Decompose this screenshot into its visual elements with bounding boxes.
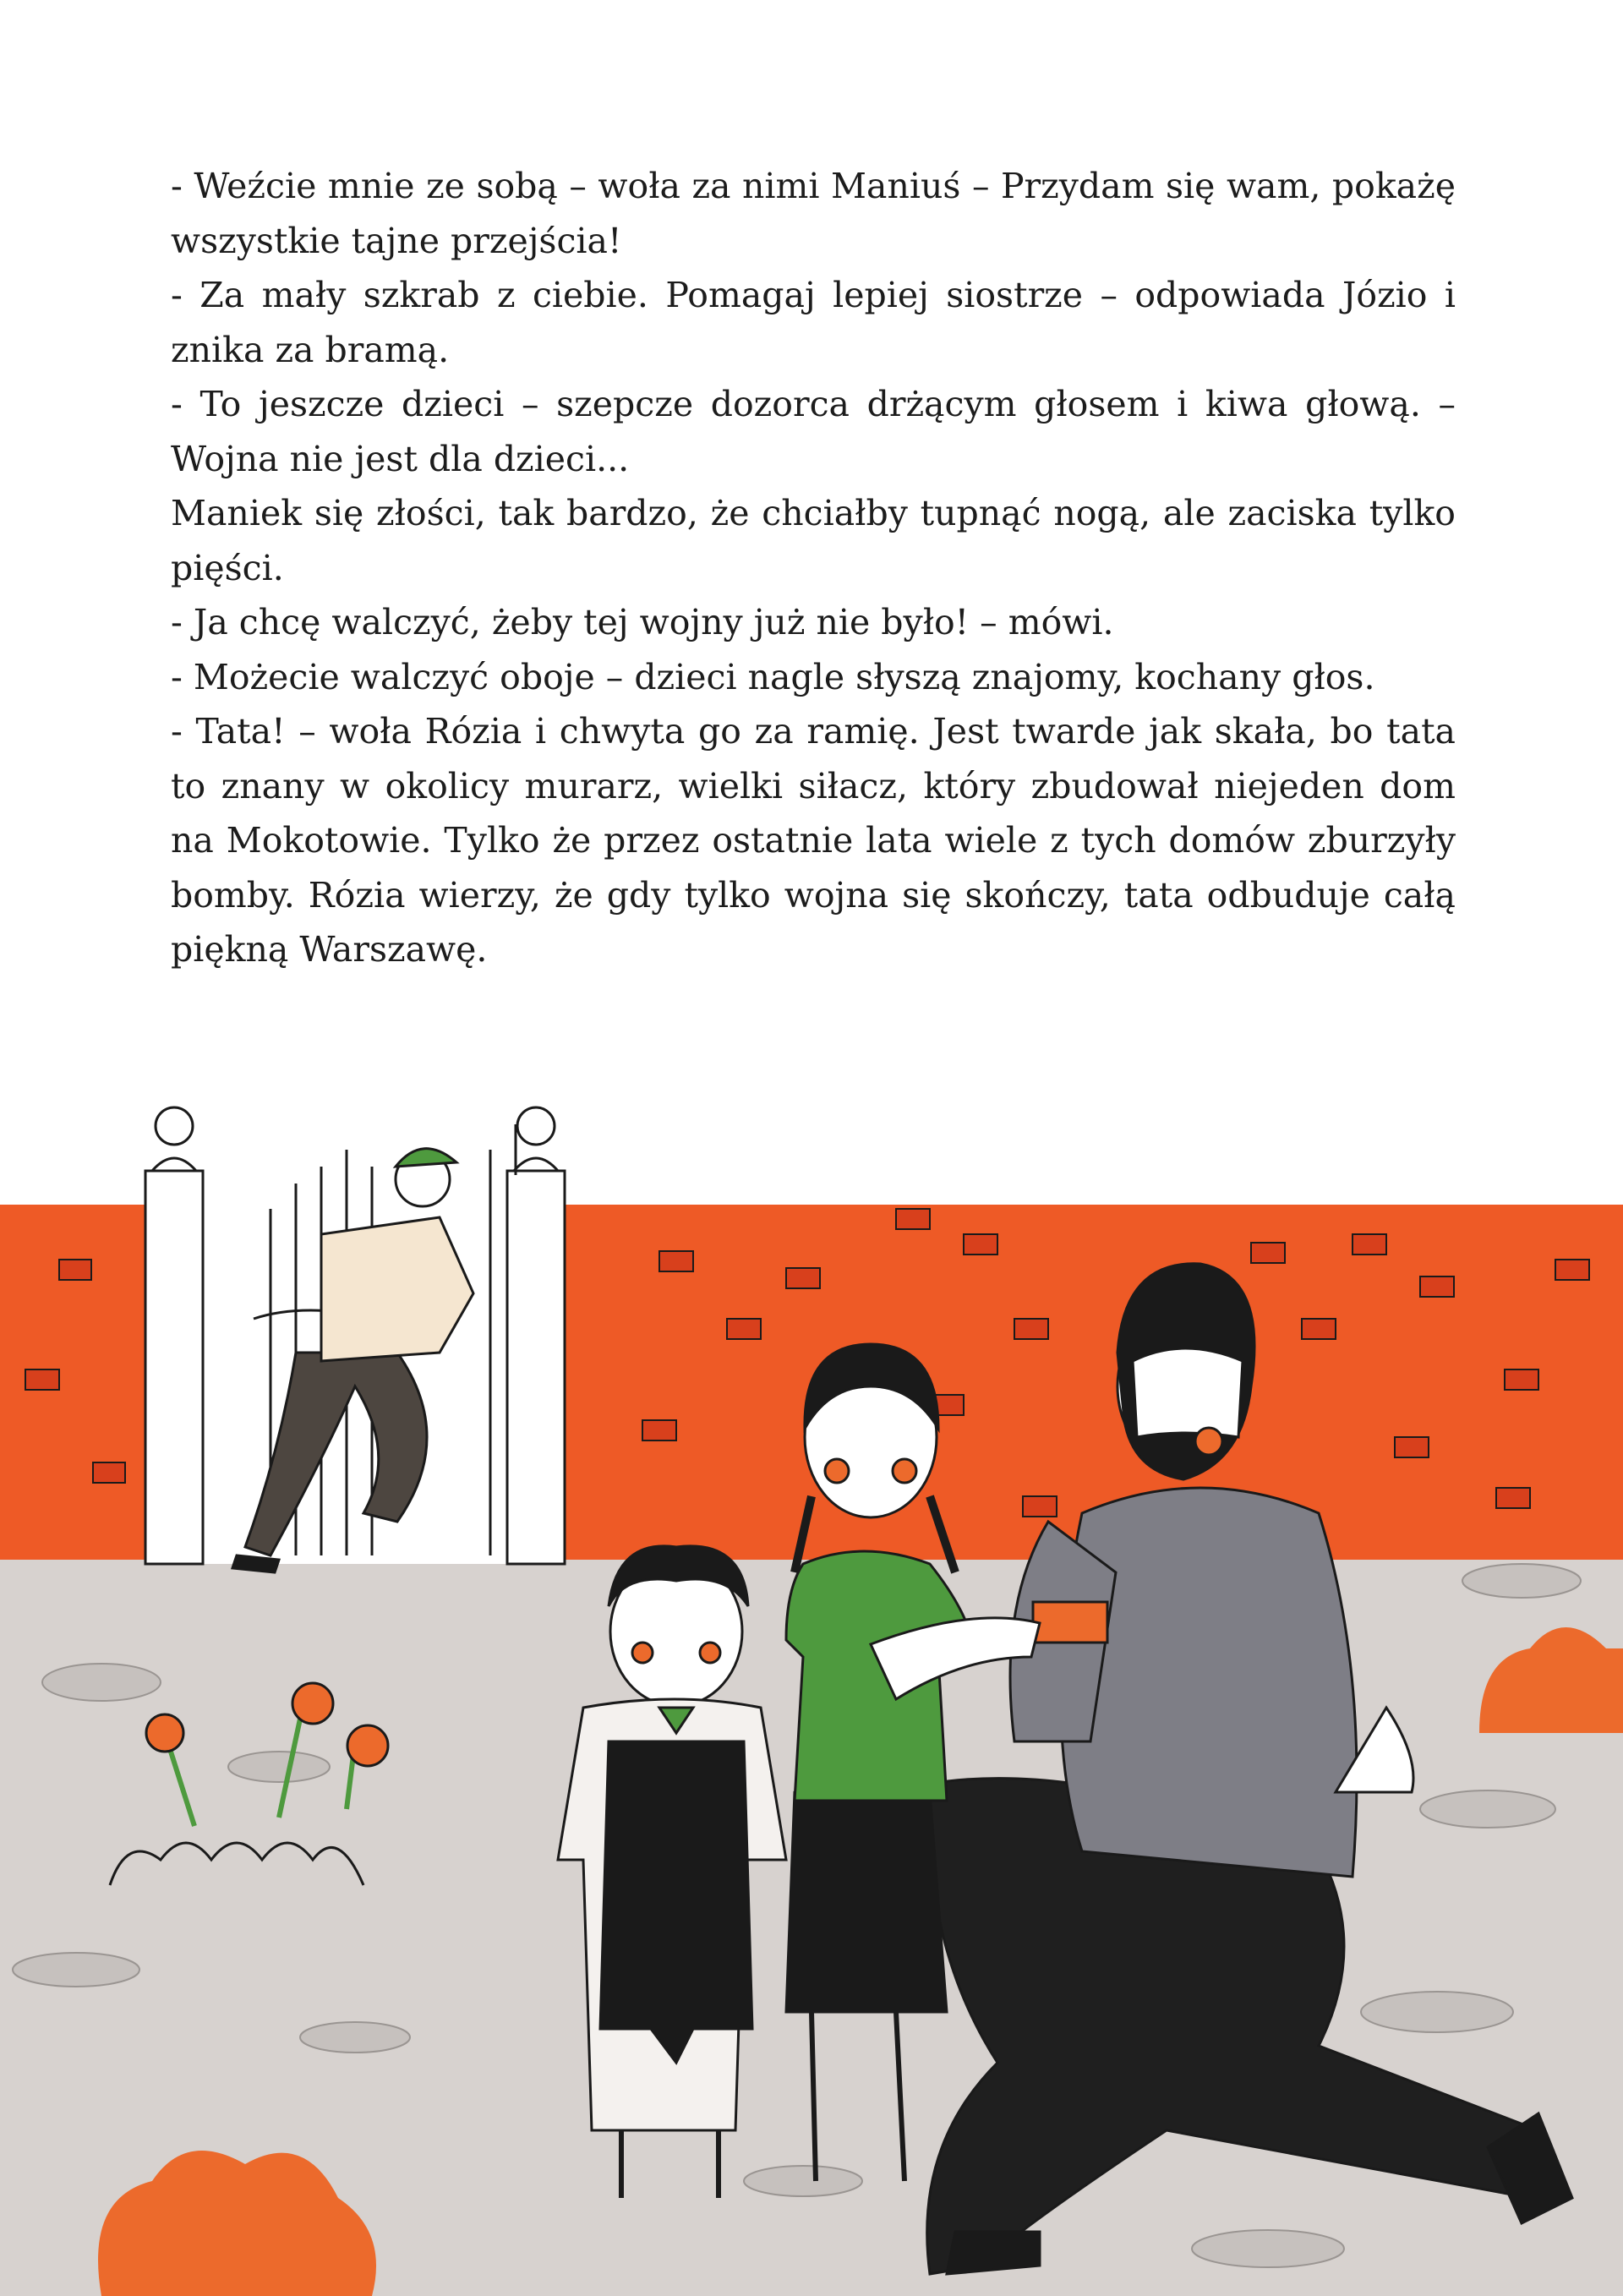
story-text <box>171 159 1456 977</box>
paragraph: Maniek się złości, tak bardzo, że chciałby tupnąć nogą, ale zaciska tylko pięści. <box>171 493 1456 588</box>
paragraph: - Weźcie mnie ze sobą – woła za nimi Maniuś – Przydam się wam, pokażę wszystkie tajne przejścia! <box>171 166 1456 261</box>
paragraph: - Za mały szkrab z ciebie. Pomagaj lepiej siostrze – odpowiada Józio i znika za bramą. <box>171 275 1456 370</box>
illustration <box>0 1048 1623 2296</box>
paragraph: - Tata! – woła Rózia i chwyta go za ramię. Jest twarde jak skała, bo tata to znany w okolicy murarz, wielki siłacz, który zbudował niejeden dom na Mokotowie. Tylko że przez ostatnie lata wiele z tych domów zburzyły bomby. Rózia wierzy, że gdy tylko wojna się skończy, tata odbuduje całą piękną Warszawę. <box>171 711 1456 970</box>
paragraph: - Ja chcę walczyć, żeby tej wojny już nie było! – mówi. <box>171 602 1114 642</box>
paragraph: - To jeszcze dzieci – szepcze dozorca drżącym głosem i kiwa głową. – Wojna nie jest dla dzieci... <box>171 384 1456 479</box>
paragraph: - Możecie walczyć oboje – dzieci nagle słyszą znajomy, kochany głos. <box>171 656 1375 697</box>
